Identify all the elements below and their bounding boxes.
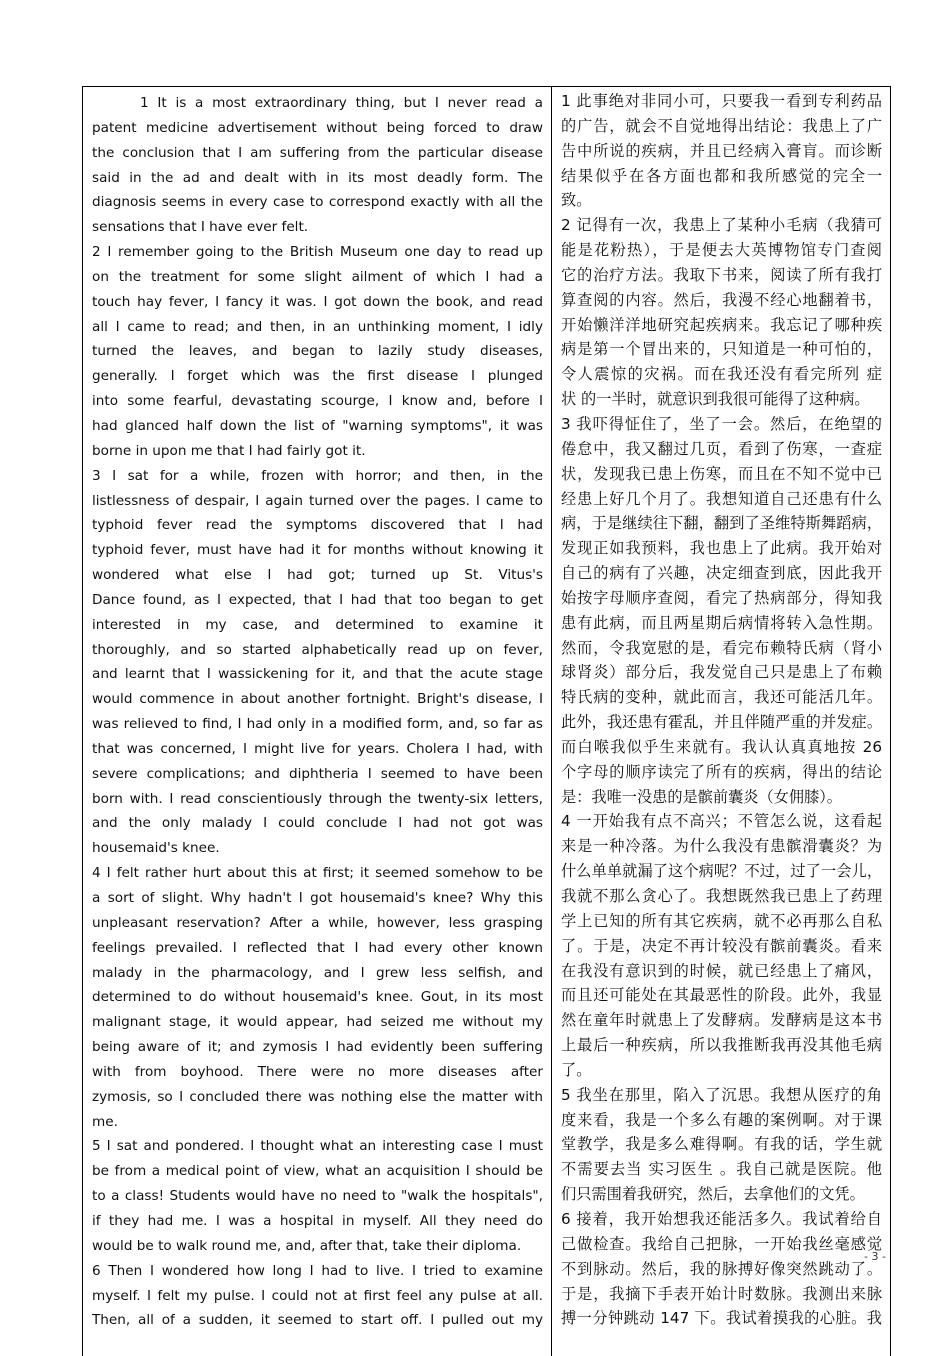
chinese-text-line: 发现正如我预料，我也患上了此病。我开始对	[561, 539, 882, 558]
chinese-text-line: 倦怠中，我又翻过几页，看到了伤寒，一查症	[561, 439, 882, 458]
english-column	[83, 87, 552, 1356]
english-text-line: diagnosis seems in every case to correspond exactly with all the	[92, 194, 543, 211]
chinese-text-line: 患有此病，而且两星期后病情将转入急性期。	[561, 613, 882, 632]
english-text-line: with from boyhood. There were no more diseases after	[92, 1063, 543, 1080]
english-text-line: the conclusion that I am suffering from the particular disease	[92, 144, 543, 161]
english-paragraph	[92, 91, 543, 240]
english-paragraph	[92, 1259, 543, 1334]
chinese-text-line: 而且还可能处在其最恶性的阶段。此外，我显	[561, 986, 882, 1005]
chinese-text-line: 4 一开始我有点不高兴；不管怎么说，这看起	[561, 812, 882, 831]
english-text-line: me.	[92, 1113, 118, 1130]
chinese-text-line: 经患上好几个月了。我想知道自己还患有什么	[561, 489, 882, 508]
english-paragraph	[92, 240, 543, 464]
english-text-line: would commence in about another fortnight. Bright's disease, I	[92, 691, 543, 708]
chinese-paragraph	[561, 89, 882, 213]
english-text-line: being aware of it; and zymosis I had evidently been suffering	[92, 1039, 543, 1056]
chinese-text-line: 致。	[561, 191, 592, 210]
chinese-paragraph	[561, 1083, 882, 1207]
english-text-line: malignant stage, it would appear, had seized me without my	[92, 1014, 543, 1031]
english-text-line: typhoid fever read the symptoms discovered that I had	[92, 517, 543, 534]
chinese-text-line: 5 我坐在那里，陷入了沉思。我想从医疗的角	[561, 1085, 882, 1104]
english-text-line: if they had me. I was a hospital in myself. All they need do	[92, 1212, 543, 1229]
english-text-line: 2 I remember going to the British Museum one day to read up	[92, 244, 543, 261]
chinese-text-line: 了。于是，决定不再计较没有髌前囊炎。看来	[561, 936, 882, 955]
bilingual-text-table	[82, 86, 891, 1356]
english-text-line: zymosis, so I concluded there was nothing else the matter with	[92, 1088, 543, 1105]
chinese-column	[552, 87, 890, 1356]
chinese-text-line: 6 接着，我开始想我还能活多久。我试着给自	[561, 1209, 882, 1228]
english-text-line: to a class! Students would have no need to "walk the hospitals",	[92, 1188, 543, 1205]
chinese-text-line: 状 的一半时，就意识到我很可能得了这种病。	[561, 390, 870, 409]
english-text-line: interested in my case, and determined to examine it	[92, 616, 543, 633]
english-text-line: 1 It is a most extraordinary thing, but I never read a	[140, 95, 543, 111]
chinese-text-line: 结果似乎在各方面也都和我所感觉的完全一	[561, 166, 882, 185]
english-text-line: housemaid's knee.	[92, 840, 220, 857]
english-text-line: patent medicine advertisement without being forced to draw	[92, 119, 543, 136]
english-text-line: and the only malady I could conclude I had not got was	[92, 815, 543, 832]
chinese-text-line: 特氏病的变种，就此而言，我还可能活几年。	[561, 688, 882, 707]
english-text-line: born with. I read conscientiously through the twenty-six letters,	[92, 790, 543, 807]
chinese-text-line: 始按字母顺序查阅，看完了热病部分，得知我	[561, 588, 882, 607]
chinese-text-line: 不到脉动。然后，我的脉搏好像突然跳动了。	[561, 1259, 882, 1278]
english-text-line: myself. I felt my pulse. I could not at first feel any pulse at all.	[92, 1287, 543, 1304]
english-text-line: 5 I sat and pondered. I thought what an interesting case I must	[92, 1138, 543, 1155]
chinese-text-line: 在我没有意识到的时候，就已经患上了痛风，	[561, 961, 882, 980]
chinese-text-line: 学上已知的所有其它疾病，就不必再那么自私	[561, 911, 882, 930]
english-text-line: on the treatment for some slight ailment of which I had a	[92, 268, 543, 285]
english-text-line: thoroughly, and so started alphabetically read up on fever,	[92, 641, 543, 658]
chinese-text-line: 告中所说的疾病，并且已经病入膏肓。而诊断	[561, 141, 882, 160]
english-text-line: feelings prevailed. I reflected that I had every other known	[92, 939, 543, 956]
english-text-line: was relieved to find, I had only in a modified form, and, so far as	[92, 716, 543, 733]
chinese-text-line: 度来看，我是一个多么有趣的案例啊。对于课	[561, 1110, 882, 1129]
chinese-text-line: 算查阅的内容。然后，我漫不经心地翻着书，	[561, 290, 882, 309]
chinese-text-line: 能是花粉热），于是便去大英博物馆专门查阅	[561, 241, 882, 260]
english-text-line: a sort of slight. Why hadn't I got housemaid's knee? Why this	[92, 890, 543, 906]
english-text-line: typhoid fever, must have had it for months without knowing it	[92, 542, 543, 559]
chinese-text-line: 病是第一个冒出来的，只知道是一种可怕的，	[561, 340, 882, 359]
english-text-line: all I came to read; and then, in an unthinking moment, I idly	[92, 318, 543, 335]
english-text-line: wondered what else I had got; turned up St. Vitus's	[92, 567, 543, 584]
english-text-line: said in the ad and dealt with in its most deadly form. The	[92, 169, 543, 186]
page-number: - 3 -	[864, 1250, 886, 1263]
chinese-paragraph	[561, 1207, 882, 1331]
english-text-line: malady in the pharmacology, and I grew less selfish, and	[92, 964, 543, 981]
chinese-paragraph	[561, 213, 882, 412]
chinese-text-line: 什么单单就漏了这个病呢？不过，过了一会儿，	[561, 862, 882, 881]
chinese-text-line: 个字母的顺序读完了所有的疾病，得出的结论	[561, 762, 882, 781]
english-text-line: that was concerned, I might live for years. Cholera I had, with	[92, 740, 543, 757]
chinese-text-line: 搏一分钟跳动 147 下。我试着摸我的心脏。我	[561, 1309, 882, 1328]
chinese-text-line: 的广告，就会不自觉地得出结论：我患上了广	[561, 116, 882, 135]
chinese-text-line: 此外，我还患有霍乱，并且伴随严重的并发症。	[561, 713, 882, 732]
chinese-text-line: 上最后一种疾病，所以我推断我再没其他毛病	[561, 1036, 882, 1055]
chinese-text-line: 于是，我摘下手表开始计时数脉。我测出来脉	[561, 1284, 882, 1303]
chinese-text-line: 然而，令我宽慰的是，看完布赖特氏病（肾小	[561, 638, 882, 657]
chinese-text-line: 自己的病有了兴趣，决定细查到底，因此我开	[561, 564, 882, 583]
chinese-text-line: 是：我唯一没患的是髌前囊炎（女佣膝）。	[561, 787, 842, 806]
english-text-line: 4 I felt rather hurt about this at first; it seemed somehow to be	[92, 865, 543, 882]
english-text-line: had glanced half down the list of "warning symptoms", it was	[92, 417, 543, 434]
chinese-text-line: 令人震惊的灾祸。而在我还没有看完所列 症	[561, 365, 882, 384]
english-text-line: be from a medical point of view, what an acquisition I should be	[92, 1163, 543, 1180]
english-text-line: determined to do without housemaid's knee. Gout, in its most	[92, 989, 543, 1006]
english-paragraph	[92, 861, 543, 1134]
english-text-line: unpleasant reservation? After a while, however, less grasping	[92, 914, 543, 931]
english-text-line: touch hay fever, I fancy it was. I got down the book, and read	[92, 293, 543, 310]
english-text-line: Dance found, as I expected, that I had that too began to get	[92, 591, 543, 608]
english-text-line: borne in upon me that I had fairly got it.	[92, 442, 366, 459]
chinese-text-line: 球肾炎）部分后，我发觉自己只是患上了布赖	[561, 663, 882, 682]
english-paragraph	[92, 464, 543, 862]
chinese-text-line: 己做检查。我给自己把脉，一开始我丝毫感觉	[561, 1234, 882, 1253]
chinese-text-line: 们只需围着我研究，然后，去拿他们的文凭。	[561, 1185, 865, 1204]
english-text-line: would be to walk round me, and, after that, take their diploma.	[92, 1237, 522, 1254]
chinese-text-line: 状，发现我已患上伤寒，而且在不知不觉中已	[561, 464, 882, 483]
english-text-line: sensations that I have ever felt.	[92, 219, 309, 236]
english-text-line: Then, all of a sudden, it seemed to start off. I pulled out my	[92, 1312, 543, 1329]
chinese-text-line: 堂教学，我是多么难得啊。有我的话，学生就	[561, 1135, 882, 1154]
chinese-paragraph	[561, 809, 882, 1082]
chinese-text-line: 了。	[561, 1060, 592, 1079]
english-text-line: 6 Then I wondered how long I had to live. I tried to examine	[92, 1262, 543, 1279]
english-text-line: severe complications; and diphtheria I seemed to have been	[92, 765, 543, 782]
chinese-text-line: 开始懒洋洋地研究起疾病来。我忘记了哪种疾	[561, 315, 882, 334]
english-text-line: and learnt that I wassickening for it, and that the acute stage	[92, 666, 543, 683]
chinese-text-line: 2 记得有一次，我患上了某种小毛病（我猜可	[561, 216, 882, 235]
chinese-paragraph	[561, 412, 882, 810]
chinese-text-line: 它的治疗方法。我取下书来，阅读了所有我打	[561, 265, 882, 284]
english-text-line: into some fearful, devastating scourge, I know and, before I	[92, 393, 543, 410]
english-text-line: turned the leaves, and began to lazily study diseases,	[92, 343, 543, 360]
english-paragraph	[92, 1134, 543, 1258]
chinese-text-line: 3 我吓得怔住了，坐了一会。然后，在绝望的	[561, 414, 882, 433]
chinese-text-line: 1 此事绝对非同小可，只要我一看到专利药品	[561, 92, 882, 110]
chinese-text-line: 然在童年时就患上了发酵病。发酵病是这本书	[561, 1011, 882, 1030]
chinese-text-line: 我就不那么贪心了。我想既然我已患上了药理	[561, 887, 882, 905]
english-text-line: listlessness of despair, I again turned over the pages. I came to	[92, 492, 543, 509]
chinese-text-line: 来是一种冷落。为什么我没有患髌滑囊炎？为	[561, 837, 882, 856]
english-text-line: 3 I sat for a while, frozen with horror; and then, in the	[92, 467, 543, 484]
english-text-line: generally. I forget which was the first disease I plunged	[92, 368, 543, 385]
chinese-text-line: 不需要去当 实习医生 。我自己就是医院。他	[561, 1160, 882, 1179]
chinese-text-line: 而白喉我似乎生来就有。我认认真真地按 26	[561, 737, 882, 756]
chinese-text-line: 病，于是继续往下翻，翻到了圣维特斯舞蹈病，	[561, 514, 882, 533]
